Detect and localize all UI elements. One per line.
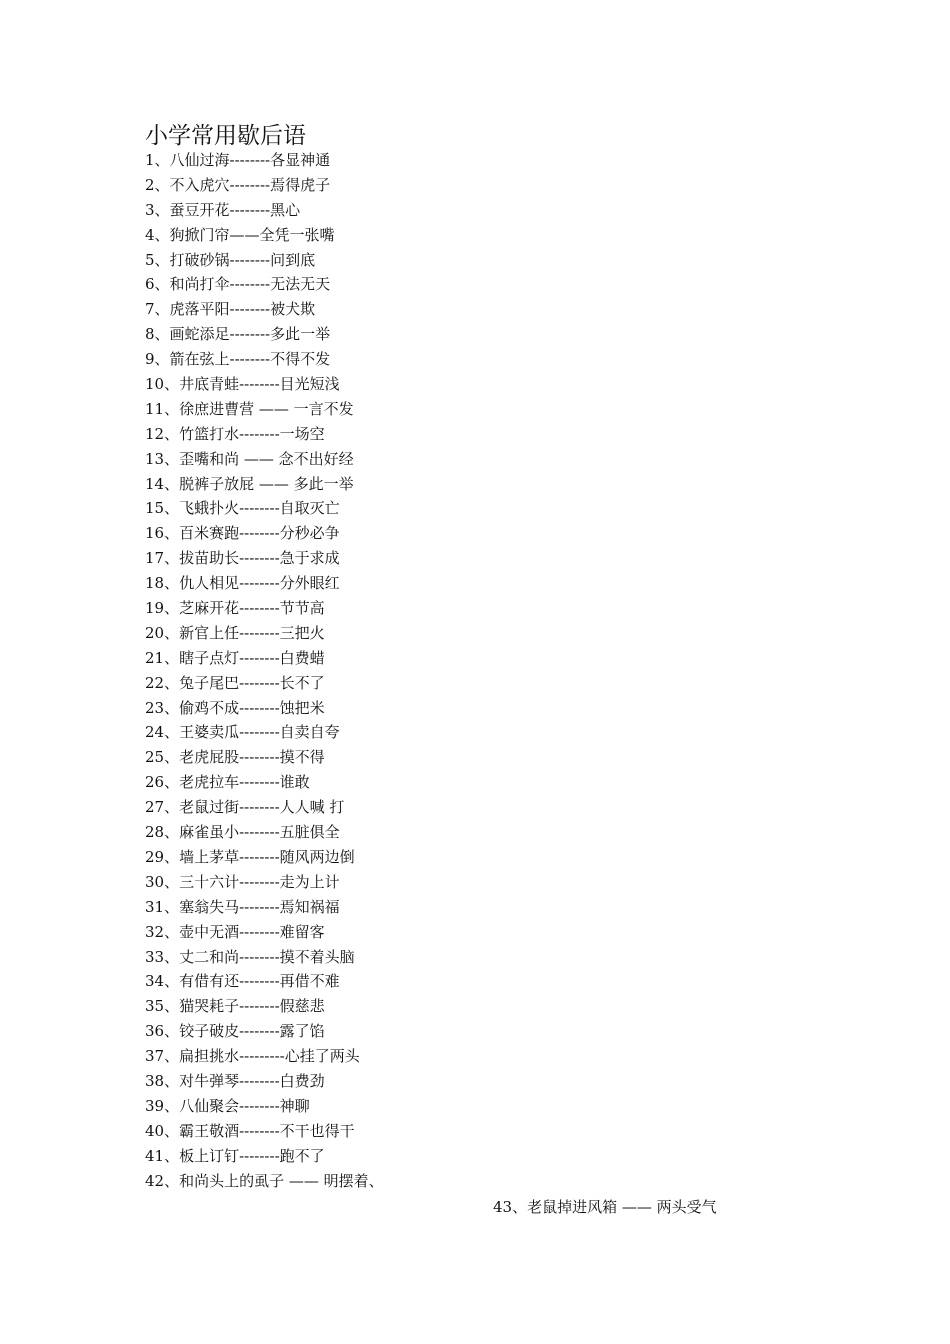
proverb-item: 13、歪嘴和尚 —— 念不出好经: [145, 449, 354, 468]
proverb-item: 9、箭在弦上--------不得不发: [145, 350, 331, 369]
proverb-item: 4、狗掀门帘——全凭一张嘴: [145, 225, 335, 244]
proverb-item: 23、偷鸡不成--------蚀把米: [145, 698, 325, 717]
proverb-item: 5、打破砂锅--------问到底: [145, 250, 316, 269]
proverb-item: 28、麻雀虽小--------五脏俱全: [145, 823, 340, 842]
proverb-item: 37、扁担挑水---------心挂了两头: [145, 1047, 360, 1066]
page-title: 小学常用歇后语: [145, 123, 306, 149]
proverb-item: 18、仇人相见--------分外眼红: [145, 574, 340, 593]
proverb-item: 12、竹篮打水--------一场空: [145, 424, 325, 443]
proverb-item: 30、三十六计--------走为上计: [145, 872, 340, 891]
proverb-item: 42、和尚头上的虱子 —— 明摆着、: [145, 1171, 384, 1190]
proverb-item: 21、瞎子点灯--------白费蜡: [145, 648, 325, 667]
proverb-item: 31、塞翁失马--------焉知祸福: [145, 897, 340, 916]
proverb-list: [145, 148, 384, 1193]
proverb-item: 32、壶中无酒--------难留客: [145, 922, 325, 941]
proverb-item: 27、老鼠过街--------人人喊 打: [145, 798, 345, 817]
proverb-item: 33、丈二和尚--------摸不着头脑: [145, 947, 355, 966]
proverb-item: 6、和尚打伞--------无法无天: [145, 275, 331, 294]
proverb-item: 39、八仙聚会--------神聊: [145, 1096, 310, 1115]
proverb-item: 22、兔子尾巴--------长不了: [145, 673, 325, 692]
proverb-item: 25、老虎屁股--------摸不得: [145, 748, 325, 767]
proverb-item: 34、有借有还--------再借不难: [145, 972, 340, 991]
proverb-item: 8、画蛇添足--------多此一举: [145, 325, 331, 344]
proverb-item: 14、脱裤子放屁 —— 多此一举: [145, 474, 354, 493]
proverb-item: 24、王婆卖瓜--------自卖自夸: [145, 723, 340, 742]
proverb-item: 26、老虎拉车--------谁敢: [145, 773, 310, 792]
proverb-item: 38、对牛弹琴--------白费劲: [145, 1071, 325, 1090]
proverb-item: 19、芝麻开花--------节节高: [145, 599, 325, 618]
proverb-item: 17、拔苗助长--------急于求成: [145, 549, 340, 568]
proverb-item: 11、徐庶进曹营 —— 一言不发: [145, 399, 354, 418]
proverb-item: 36、铰子破皮--------露了馅: [145, 1022, 325, 1041]
proverb-item-43: 43、老鼠掉进风箱 —— 两头受气: [493, 1198, 717, 1216]
proverb-item: 15、飞蛾扑火--------自取灭亡: [145, 499, 340, 518]
proverb-item: 20、新官上任--------三把火: [145, 623, 325, 642]
proverb-item: 40、霸王敬酒--------不干也得干: [145, 1121, 355, 1140]
proverb-item: 1、八仙过海--------各显神通: [145, 151, 331, 169]
proverb-item: 35、猫哭耗子--------假慈悲: [145, 997, 325, 1016]
proverb-item: 10、井底青蛙--------目光短浅: [145, 375, 340, 394]
proverb-item: 2、不入虎穴--------焉得虎子: [145, 175, 331, 194]
proverb-item: 41、板上订钉--------跑不了: [145, 1146, 325, 1165]
proverb-item: 16、百米赛跑--------分秒必争: [145, 524, 340, 543]
proverb-item: 29、墙上茅草--------随风两边倒: [145, 847, 355, 866]
proverb-item: 3、蚕豆开花--------黑心: [145, 200, 301, 219]
proverb-item: 7、虎落平阳--------被犬欺: [145, 300, 316, 319]
